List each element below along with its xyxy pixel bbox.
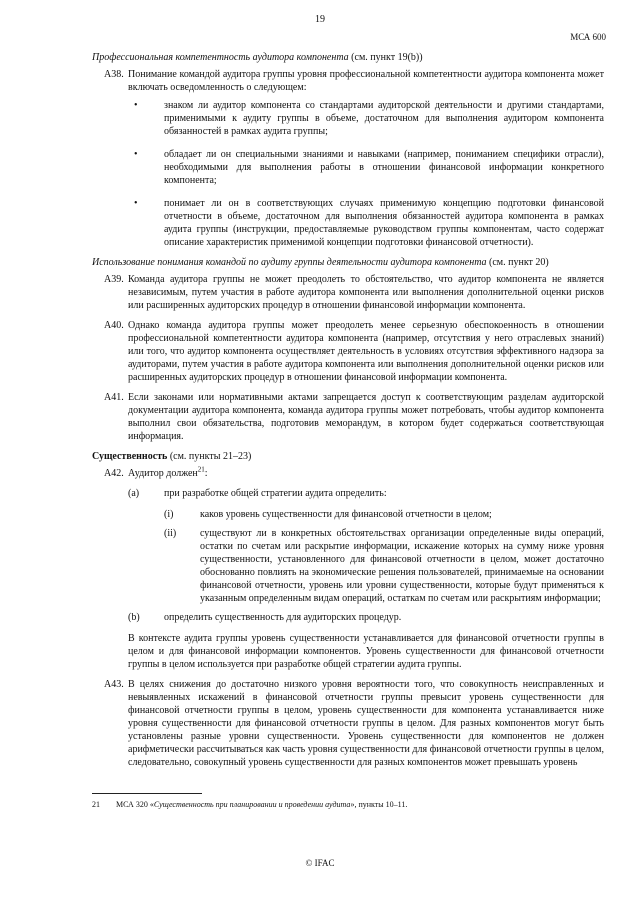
footnote-divider <box>92 793 202 794</box>
footnote-prefix: МСА 320 « <box>116 800 154 809</box>
heading-title: Профессиональная компетентность аудитора компонента <box>92 52 349 63</box>
bullet-icon: • <box>134 149 138 160</box>
list-item <box>128 148 604 187</box>
paragraph-number: A39. <box>104 274 124 285</box>
paragraph-number: A38. <box>104 69 124 80</box>
subparagraph-a <box>92 487 604 500</box>
footnote-suffix: », пункты 10–11. <box>350 800 408 809</box>
subparagraph-text: определить существенность для аудиторских процедур. <box>164 612 402 623</box>
subitem-i <box>92 508 604 521</box>
subitem-marker: (ii) <box>164 528 177 539</box>
subitem-text: каков уровень существенности для финансовой отчетности в целом; <box>200 509 492 520</box>
heading-ref: (см. пункты 21–23) <box>169 451 252 462</box>
footnote-number: 21 <box>92 800 100 809</box>
paragraph-a42 <box>92 467 604 480</box>
page-number: 19 <box>315 14 325 25</box>
footnote-reference[interactable]: 21 <box>197 465 205 474</box>
paragraph-text: В целях снижения до достаточно низкого уровня вероятности того, что совокупность неисправленных и невыявленных искажений в финансовой отчетности группы превысит уровень существенности для финансовой отчетности группы в целом, уровень существенности для компонента устанавливается ниже уровня существенности для финансовой отчетности группы в целом. Для разных компонентов могут быть установлены разные уровни существенности. Уровень существенности для компонентов не должен арифметически рассчитываться как часть уровня существенности для финансовой отчетности группы в целом, следовательно, совокупный уровень существенности для разных компонентов может превышать уровень <box>128 679 604 768</box>
paragraph-text: Аудитор должен <box>128 468 198 479</box>
subitem-ii <box>92 527 604 605</box>
paragraph-a41 <box>92 391 604 443</box>
paragraph-text-end: : <box>204 468 208 479</box>
bullet-list <box>128 99 604 249</box>
paragraph-number: A43. <box>104 679 124 690</box>
paragraph-a43 <box>92 678 604 769</box>
paragraph-text: Команда аудитора группы не может преодолеть то обстоятельство, что аудитор компонента не является независимым, путем участия в работе аудитора компонента или выполнения дополнительной оценки рисков или расширенных аудиторских процедур в отношении финансовой информации компонента. <box>128 274 604 311</box>
footnote-text <box>92 800 604 809</box>
heading-materiality <box>92 450 604 463</box>
copyright-footer: © IFAC <box>305 858 335 868</box>
heading-title: Использование понимания командой по аудиту группы деятельности аудитора компонента <box>92 257 487 268</box>
bullet-icon: • <box>134 100 138 111</box>
heading-using-understanding <box>92 256 604 269</box>
paragraph-number: A42. <box>104 468 124 479</box>
page-body <box>92 48 604 776</box>
bullet-icon: • <box>134 198 138 209</box>
paragraph-a42-closing: В контексте аудита группы уровень существенности устанавливается для финансовой отчетности группы в целом и для финансовой информации компонентов. Уровень существенности для финансовой отчетности группы в целом используется при разработке общей стратегии аудита группы. <box>128 633 604 670</box>
list-item <box>128 99 604 138</box>
paragraph-text: Если законами или нормативными актами запрещается доступ к соответствующим разделам аудиторской документации аудитора компонента, команда аудитора группы может потребовать, чтобы аудитор компонента выполнил свои обязательства, подготовив меморандум, в котором будет содержаться соответствующая информация. <box>128 392 604 442</box>
subparagraph-marker: (b) <box>128 612 140 623</box>
list-item-text: понимает ли он в соответствующих случаях применимую концепцию подготовки финансовой отчетности в объеме, достаточном для выполнения обязанностей аудитора компонента в рамках аудита группы (инструкции, предоставляемые руководством группы компонентам, часто содержат описание характеристик применимой концепции подготовки финансовой отчетности). <box>164 198 604 248</box>
paragraph-a40 <box>92 319 604 384</box>
footnote <box>92 800 604 809</box>
paragraph-number: A40. <box>104 320 124 331</box>
heading-ref: (см. пункт 19(b)) <box>351 52 423 63</box>
footnote-title: Существенность при планировании и проведении аудита <box>153 800 351 809</box>
subparagraph-text: при разработке общей стратегии аудита определить: <box>164 488 387 499</box>
paragraph-text: Понимание командой аудитора группы уровня профессиональной компетентности аудитора компонента может включать осведомленность о следующем: <box>128 69 604 93</box>
heading-title: Существенность <box>92 451 168 462</box>
list-item <box>128 197 604 249</box>
subitem-text: существуют ли в конкретных обстоятельствах организации определенные виды операций, остатки по счетам или раскрытие информации, искажение которых на сумму ниже уровня существенности, установленного для финансовой отчетности в целом, может достаточно обоснованно повлиять на экономические решения пользователей, принимаемые на основании финансовой отчетности, уровень или уровни существенности, которые будут применяться к указанным определенным видам операций, остаткам по счетам или раскрытиям информации; <box>200 528 604 604</box>
paragraph-a38 <box>92 68 604 249</box>
paragraph-text: Однако команда аудитора группы может преодолеть менее серьезную обеспокоенность в отношении профессиональной компетентности аудитора компонента (например, отсутствия у него отраслевых знаний) или того, что аудитор компонента осуществляет деятельность в условиях отсутствия эффективного надзора за аудиторами, путем участия в работе аудитора компонента или выполнения дополнительной оценки рисков или расширенных аудиторских процедур в отношении финансовой информации компонента. <box>128 320 604 383</box>
heading-ref: (см. пункт 20) <box>489 257 549 268</box>
heading-professional-competence <box>92 51 604 64</box>
subparagraph-b <box>92 611 604 624</box>
paragraph-number: A41. <box>104 392 124 403</box>
standard-code: МСА 600 <box>570 32 606 42</box>
subparagraph-marker: (a) <box>128 488 140 499</box>
list-item-text: знаком ли аудитор компонента со стандартами аудиторской деятельности и другими стандартами, применимыми к аудиту группы в объеме, достаточном для выполнения аудитором компонента обязанностей в рамках аудита группы; <box>164 100 604 137</box>
subitem-marker: (i) <box>164 509 174 520</box>
list-item-text: обладает ли он специальными знаниями и навыками (например, пониманием специфики отрасли), необходимыми для выполнения работы в отношении финансовой информации конкретного компонента; <box>164 149 604 186</box>
paragraph-a39 <box>92 273 604 312</box>
